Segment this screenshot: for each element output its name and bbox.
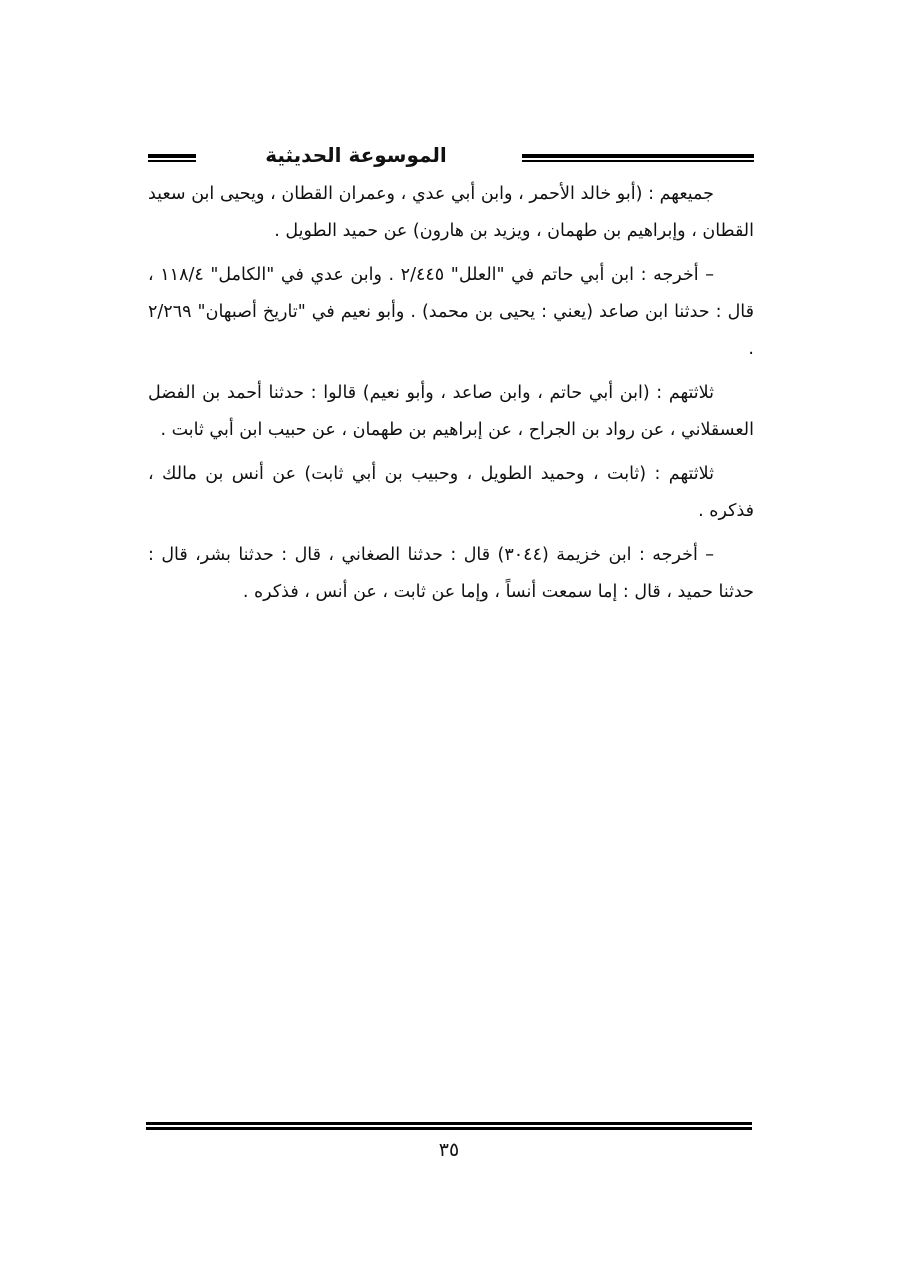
paragraph-1: جميعهم : (أبو خالد الأحمر ، وابن أبي عدي ، وعمران القطان ، ويحيى ابن سعيد القطان ، وإبراهيم بن طهمان ، ويزيد بن هارون) عن حميد الطويل . [148, 184, 754, 241]
running-header [148, 140, 754, 174]
header-rule-left [148, 154, 196, 162]
header-title: الموسوعة الحديثية [265, 143, 447, 167]
header-rule-right [522, 154, 754, 162]
paragraph-3: ثلاثتهم : (ابن أبي حاتم ، وابن صاعد ، وأبو نعيم) قالوا : حدثنا أحمد بن الفضل العسقلاني ، عن رواد بن الجراح ، عن إبراهيم بن طهمان ، عن حبيب ابن أبي ثابت . [148, 383, 754, 440]
footer-rule [146, 1122, 752, 1130]
paragraph-4: ثلاثتهم : (ثابت ، وحميد الطويل ، وحبيب بن أبي ثابت) عن أنس بن مالك ، فذكره . [148, 464, 754, 521]
paragraph-2: – أخرجه : ابن أبي حاتم في "العلل" ٢/٤٤٥ . وابن عدي في "الكامل" ١١٨/٤ ، قال : حدثنا ابن صاعد (يعني : يحيى بن محمد) . وأبو نعيم في "تاريخ أصبهان" ٢/٢٦٩ . [148, 265, 754, 359]
body-text [148, 176, 754, 618]
page-number: ٣٥ [438, 1139, 460, 1161]
paragraph-5: – أخرجه : ابن خزيمة (٣٠٤٤) قال : حدثنا الصغاني ، قال : حدثنا بشر، قال : حدثنا حميد ، قال : إما سمعت أنساً ، وإما عن ثابت ، عن أنس ، فذكره . [148, 545, 754, 602]
